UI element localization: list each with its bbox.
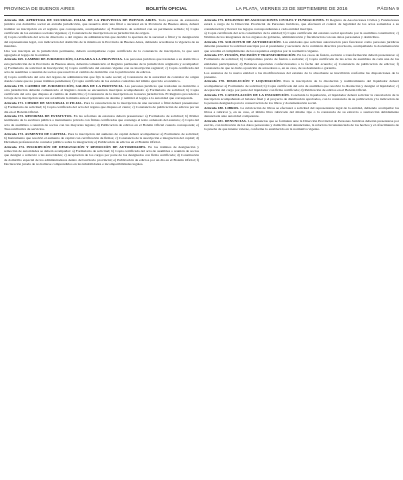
article-text: Los estatutos de la nueva entidad o las modificaciones del estatuto de la absorbente se inscribirán conforme las disposiciones de la presente. [204,70,399,79]
article-title: Artículo 181. DENUNCIAS. [204,118,248,123]
article-title: Artículo 169. CAMBIO DE JURISDICCIÓN, LLEGADA A LA PROVINCIA. [4,57,124,62]
article-paragraph [204,119,399,132]
article-title: Artículo 172. REFORMA DE ESTATUTOS. [4,114,74,119]
article-title: Artículo 180. LIBROS. [204,105,241,110]
page-body [4,18,399,476]
article-text: En las reformas de estatutos deberá presentarse: a) Formulario de solicitud; b) Primer testimonio de la escritura pública o instrumento privado con firmas certificadas que contenga el texto ordenado del estatuto; c) Copia del acta de asamblea o reunión de socios con las mayorías legales; d) Publicación de edictos en el Boletín Oficial cuando corresponda; e) Tasa retributiva de servicios. [4,114,199,131]
article-paragraph [4,18,199,35]
article-title: Artículo 170. CAMBIO DE JURISDICCIÓN, SALIDA DE LA PROVINCIA. [4,83,125,88]
article-text: a) Copia certificada del acta constitutiva de la entidad; b) Copia certificada del estatuto social aprobado por la asamblea constitutiva; c) Nómina de los integrantes de los órganos de gobierno, administración y fiscalización con sus datos personales y domicilios. [204,31,399,40]
article-text: Para la inscripción del aumento de capital deberá acompañarse: a) Formulario de solicitud; b) Instrumento que resolvió el aumento de capital con certificación de firmas; c) Constancia de la suscripción e integración del capital; d) Dictamen profesional de contador público sobre la integración; e) Publicación de edictos en el Boletín Oficial. [4,131,199,145]
article-text: La rubricación de libros se efectuará a solicitud del representante legal de la entidad, debiendo acompañar los libros a rubricar y, en su caso, el último libro rubricado del mismo tipo o la constancia de su extravío o sustracción debidamente denunciada ante autoridad competente. [204,105,399,119]
article-paragraph [4,114,199,131]
article-text: d) Copia certificada del acta del órgano de administración que fijó la sede social; e) Constancia de la autoridad de contralor de origen donde conste que no posee trámites pendientes; f) Copia certificada de los estados contables del último ejercicio económico. [4,74,199,84]
article-paragraph [4,49,199,58]
article-text: d) Copia certificada del acta de directorio o del órgano de administración que decidió la apertura de la sucursal o filial y la designación del representante legal, con indicación del domicilio de la misma en la Provincia de Buenos Aires, debiendo acreditarse la vigencia de su mandato. [4,35,199,48]
article-paragraph [204,93,399,106]
article-paragraph [4,132,199,145]
article-text: El Registro de Asociaciones Civiles y Fundaciones estará a cargo de la Dirección Provincial de Personas Jurídicas, que efectuará el control de legalidad de los actos sometidos a su consideración y llevará los legajos correspondientes a cada entidad inscripta. [204,18,399,31]
article-paragraph [204,79,399,92]
article-paragraph [4,84,199,101]
article-text: En los trámites de designación y remoción de autoridades se deberá acompañar: a) Formulario de solicitud; b) Copia certificada del acta de asamblea o reunión de socios que designó o removió a las autoridades; c) Aceptación de los cargos por parte de los designados con firma certificada; d) Constitución de domicilio especial de los administradores dentro del territorio provincial; e) Publicación de edictos por un día en el Boletín Oficial; f) Declaración jurada de no hallarse comprendidos en las inhabilidades e incompatibilidades legales. [4,144,199,166]
article-paragraph [204,31,399,40]
article-paragraph [204,40,399,53]
article-text: En los casos de fusión, escisión o transformación deberá presentarse: a) Formulario de solicitud; b) Compromiso previo de fusión o escisión; c) Copia certificada de las actas de asamblea de cada una de las entidades participantes; d) Balances especiales confeccionados a la fecha del acuerdo; e) Constancia de publicación de edictos; f) Constancia de que no hubo oposición de acreedores o, en su caso, de su desinterés o garantía. [204,53,399,70]
article-text: Las personas jurídicas que trasladen su domicilio a otra jurisdicción deberán comunicarlo al Registro donde se encuentren inscriptas acompañando: a) Formulario de solicitud; b) Copia certificada del acta que dispuso el cambio de domicilio; c) Constancia de la inscripción en la nueva jurisdicción. El Registro procederá a la baja de la inscripción una vez acreditada la misma ante el organismo de destino y remitirá el legajo a la autoridad que corresponda. [4,83,199,101]
article-title: Artículo 177. FUSIÓN, ESCISIÓN Y TRANSFORMACIÓN. [204,53,298,58]
article-text: Las denuncias que se formulen ante la Dirección Provincial de Personas Jurídicas deberán presentarse por escrito, con indicación de los datos personales y domicilio del denunciante, la relación circunstanciada de los hechos y el ofrecimiento de la prueba de que intente valerse, conforme lo establecido en la normativa vigente. [204,118,399,132]
article-title: Artículo 174. INSCRIPCIÓN DE DESIGNACIÓN Y REMOCIÓN DE AUTORIDADES. [4,144,149,149]
article-paragraph [204,53,399,70]
article-paragraph [204,18,399,31]
article-text: Una vez inscripta en la jurisdicción pertinente, deberá acompañarse copia certificada de la constancia de inscripción, la que será agregada al legajo de la entidad. [4,48,199,57]
article-paragraph [4,35,199,48]
article-title: Artículo 176. SOLICITUD DE AUTORIZACIÓN. [204,40,283,45]
issue-date: LA PLATA, VIERNES 23 DE SEPTIEMBRE DE 2016 [236,6,348,11]
article-paragraph [4,57,199,74]
article-text: Para la cancelación de la inscripción de una sucursal o filial deberá presentarse: a) Formulario de solicitud; b) Copia certificada del acta del órgano que dispuso el cierre; c) Constancia de publicación de edictos por un día en el Boletín Oficial. [4,101,199,114]
article-text: Para la inscripción de la disolución y nombramiento del liquidador deberá acompañarse: a) Formulario de solicitud; b) Copia certificada del acta de asamblea que resolvió la disolución y designó al liquidador; c) Aceptación del cargo por parte del liquidador con firma certificada; d) Publicación de edictos en el Boletín Oficial. [204,79,399,92]
article-text: Las entidades que soliciten autorización para funcionar como personas jurídicas deberán presentar la solicitud suscripta por el presidente y secretario de la comisión directiva provisoria, acompañando la documentación que acredite el cumplimiento de los requisitos exigidos por la normativa vigente. [204,40,399,53]
article-title: Artículo 175. REGISTRO DE ASOCIACIONES CIVILES Y FUNDACIONES. [204,18,326,22]
article-paragraph [4,75,199,84]
article-text: Las personas jurídicas que trasladen a su domicilio a esta jurisdicción de la Provincia de Buenos Aires, deberán comunicarlo al Registro pertinente de la jurisdicción originaria y acompañar: a) Formulario de solicitud de Inscripción; b) Copia certificada del estatuto vigente con su inscripción registral; c) Copia certificada del acta de asamblea o reunión de socios que resolvió el cambio de domicilio con la publicación de edictos. [4,57,199,75]
gazette-title: BOLETÍN OFICIAL [146,6,188,11]
article-title: Artículo 173. AUMENTO DE CAPITAL. [4,131,68,136]
left-column [4,18,199,476]
article-paragraph [4,145,199,166]
page-header [4,3,399,16]
article-text: Toda persona de existencia jurídica con domicilio social en extraña jurisdicción, que resuelva abrir una filial o sucursal en la Provincia de Buenos Aires, deberá tramitar su inscripción en el registro que corresponda, acompañando: a) Formulario de solicitud con su pertinente sellado; b) Copia certificada de los estatutos sociales vigentes; c) Constancia de inscripción en su jurisdicción de origen. [4,18,199,35]
article-text: Concluida la liquidación, el liquidador deberá solicitar la cancelación de la inscripción acompañando el balance final y el proyecto de distribución aprobados, con la constancia de su publicación y la indicación de la persona designada para la conservación de los libros y documentación social. [204,92,399,106]
article-title: Artículo 178. DISOLUCIÓN Y LIQUIDACIÓN. [204,79,284,84]
article-title: Artículo 168. APERTURA DE SUCURSAL FILIAL DE LA PROVINCIA DE BUENOS AIRES. [4,18,159,22]
page-number: PÁGINA 9 [377,6,399,11]
article-paragraph [204,71,399,80]
article-paragraph [204,106,399,119]
article-title: Artículo 171. CIERRE DE SUCURSAL O FILIAL. [4,101,84,106]
province-label: PROVINCIA DE BUENOS AIRES [4,6,75,11]
right-column [204,18,399,476]
article-title: Artículo 179. CANCELACIÓN DE LA INSCRIPCIÓN. [204,92,291,97]
article-paragraph [4,101,199,114]
